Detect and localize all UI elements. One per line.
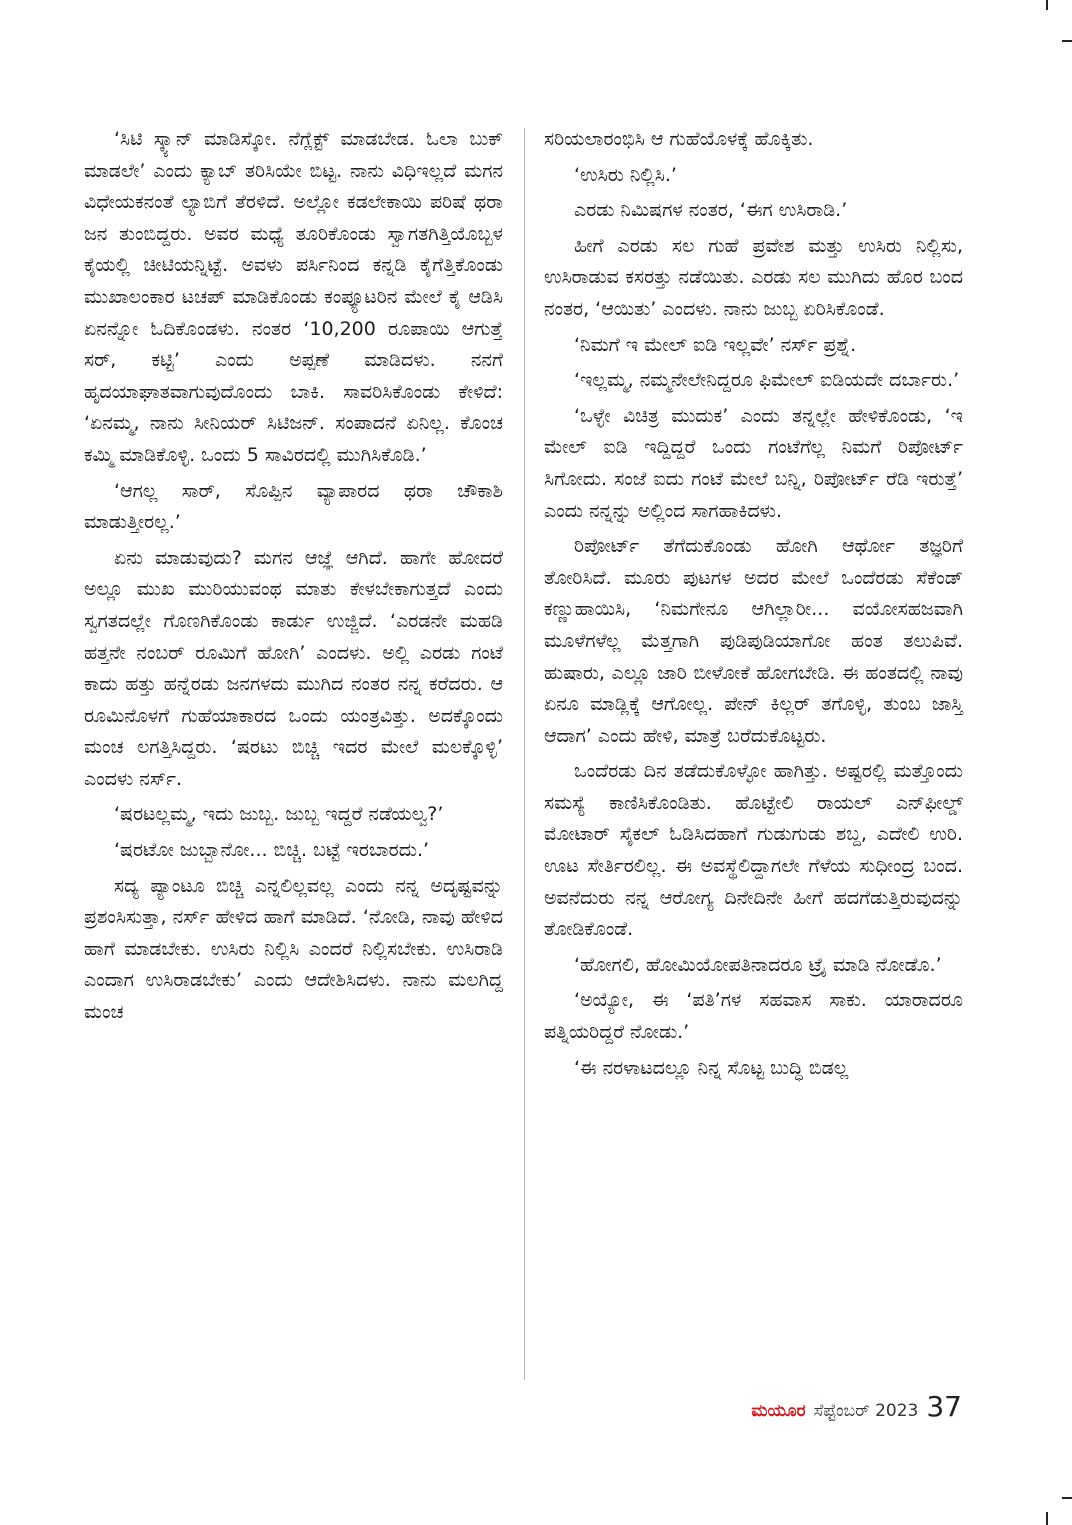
article-column-right [544,124,963,1088]
paragraph: ‘ಉಸಿರು ನಿಲ್ಲಿಸಿ.’ [574,163,677,186]
paragraph: ‘ಹೋಗಲಿ, ಹೋಮಿಯೋಪತಿನಾದರೂ ಟ್ರೈ ಮಾಡಿ ನೋಡೊ.’ [574,953,942,976]
article-column-left [84,124,503,1033]
paragraph: ‘ನಿಮಗೆ ಇ ಮೇಲ್ ಐಡಿ ಇಲ್ಲವೇ’ ನರ್ಸ್ ಪ್ರಶ್ನೆ. [574,333,857,356]
page-number: 37 [926,1390,962,1423]
paragraph: ಹೀಗೆ ಎರಡು ಸಲ ಗುಹೆ ಪ್ರವೇಶ ಮತ್ತು ಉಸಿರು ನಿಲ್ಲಿಸು, ಉಸಿರಾಡುವ ಕಸರತ್ತು ನಡೆಯಿತು. ಎರಡು ಸಲ ಮುಗಿದು ಹೊರ ಬಂದ ನಂತರ, ‘ಆಯಿತು’ ಎಂದಳು. ನಾನು ಜುಬ್ಬ ಏರಿಸಿಕೊಂಡೆ. [544,234,963,320]
magazine-brand: ಮಯೂರ [751,1401,806,1421]
column-divider [524,128,525,1380]
paragraph: ಸರಿಯಲಾರಂಭಿಸಿ ಆ ಗುಹೆಯೊಳಕ್ಕೆ ಹೊಕ್ಕಿತು. [544,128,814,150]
crop-mark-right-lower [1062,1497,1072,1499]
paragraph: ರಿಪೋರ್ಟ್ ತೆಗೆದುಕೊಂಡು ಹೋಗಿ ಆರ್ಥೋ ತಜ್ಞರಿಗೆ ತೋರಿಸಿದೆ. ಮೂರು ಪುಟಗಳ ಅದರ ಮೇಲೆ ಒಂದೆರಡು ಸೆಕೆಂಡ್ ಕಣ್ಣುಹಾಯಿಸಿ, ‘ನಿಮಗೇನೂ ಆಗಿಲ್ಲಾರೀ... ವಯೋಸಹಜವಾಗಿ ಮೂಳೆಗಳೆಲ್ಲ ಮೆತ್ತಗಾಗಿ ಪುಡಿಪುಡಿಯಾಗೋ ಹಂತ ತಲುಪಿವೆ. ಹುಷಾರು, ಎಲ್ಲೂ ಜಾರಿ ಬೀಳೋಕೆ ಹೋಗಬೇಡಿ. ಈ ಹಂತದಲ್ಲಿ ನಾವು ಏನೂ ಮಾಡ್ಲಿಕ್ಕೆ ಆಗೋಲ್ಲ. ಪೇನ್ ಕಿಲ್ಲರ್ ತಗೊಳ್ಳಿ, ತುಂಬ ಜಾಸ್ತಿ ಆದಾಗ’ ಎಂದು ಹೇಳಿ, ಮಾತ್ರೆ ಬರೆದುಕೊಟ್ಟರು. [544,535,963,747]
paragraph: ಸದ್ಯ ಪ್ಯಾಂಟೂ ಬಿಚ್ಚಿ ಎನ್ನಲಿಲ್ಲವಲ್ಲ ಎಂದು ನನ್ನ ಅದೃಷ್ಟವನ್ನು ಪ್ರಶಂಸಿಸುತ್ತಾ, ನರ್ಸ್ ಹೇಳಿದ ಹಾಗೆ ಮಾಡಿದೆ. ‘ನೋಡಿ, ನಾವು ಹೇಳಿದ ಹಾಗೆ ಮಾಡಬೇಕು. ಉಸಿರು ನಿಲ್ಲಿಸಿ ಎಂದರೆ ನಿಲ್ಲಿಸಬೇಕು. ಉಸಿರಾಡಿ ಎಂದಾಗ ಉಸಿರಾಡಬೇಕು’ ಎಂದು ಆದೇಶಿಸಿದಳು. ನಾನು ಮಲಗಿದ್ದ ಮಂಚ [84,874,503,1024]
paragraph: ‘ಇಲ್ಲಮ್ಮ, ನಮ್ಮನೇಲೇನಿದ್ದರೂ ಫಿಮೇಲ್ ಐಡಿಯದೇ ದರ್ಬಾರು.’ [574,369,960,392]
paragraph: ‘ಈ ನರಳಾಟದಲ್ಲೂ ನಿನ್ನ ಸೊಟ್ಟ ಬುದ್ಧಿ ಬಿಡಲ್ಲ [574,1056,849,1079]
issue-date: ಸೆಪ್ಟೆಂಬರ್ 2023 [813,1401,919,1421]
paragraph: ‘ಷರಟೋ ಜುಬ್ಬಾನೋ... ಬಿಚ್ಚಿ. ಬಟ್ಟೆ ಇರಬಾರದು.’ [114,839,430,862]
paragraph: ಒಂದೆರಡು ದಿನ ತಡೆದುಕೊಳ್ಳೋ ಹಾಗಿತ್ತು. ಅಷ್ಟರಲ್ಲಿ ಮತ್ತೊಂದು ಸಮಸ್ಯೆ ಕಾಣಿಸಿಕೊಂಡಿತು. ಹೊಟ್ಟೇಲಿ ರಾಯಲ್ ಎನ್‌ಫೀಲ್ಡ್ ಮೋಟಾರ್ ಸೈಕಲ್ ಓಡಿಸಿದಹಾಗೆ ಗುಡುಗುಡು ಶಬ್ದ, ಎದೇಲಿ ಉರಿ. ಊಟ ಸೇರ್ತಿರಲಿಲ್ಲ. ಈ ಅವಸ್ಥೆಲಿದ್ದಾಗಲೇ ಗೆಳೆಯ ಸುಧೀಂದ್ರ ಬಂದ. ಅವನೆದುರು ನನ್ನ ಆರೋಗ್ಯ ದಿನೇದಿನೇ ಹೀಗೆ ಹದಗೆಡುತ್ತಿರುವುದನ್ನು ತೋಡಿಕೊಂಡೆ. [544,760,963,941]
page-footer [751,1390,962,1423]
paragraph: ‘ಒಳ್ಳೇ ವಿಚಿತ್ರ ಮುದುಕ’ ಎಂದು ತನ್ನಲ್ಲೇ ಹೇಳಿಕೊಂಡು, ‘ಇ ಮೇಲ್ ಐಡಿ ಇದ್ದಿದ್ದರೆ ಒಂದು ಗಂಟೆಗೆಲ್ಲ ನಿಮಗೆ ರಿಪೋರ್ಟ್ ಸಿಗೋದು. ಸಂಜೆ ಐದು ಗಂಟೆ ಮೇಲೆ ಬನ್ನಿ, ರಿಪೋರ್ಟ್ ರೆಡಿ ಇರುತ್ತೆ’ ಎಂದು ನನ್ನನ್ನು ಅಲ್ಲಿಂದ ಸಾಗಹಾಕಿದಳು. [544,404,963,522]
paragraph: ‘ಆಗಲ್ಲ ಸಾರ್, ಸೊಪ್ಪಿನ ವ್ಯಾಪಾರದ ಥರಾ ಚೌಕಾಶಿ ಮಾಡುತ್ತೀರಲ್ಲ.’ [84,479,503,534]
crop-mark-top-right [1046,0,1048,10]
paragraph: ಎರಡು ನಿಮಿಷಗಳ ನಂತರ, ‘ಈಗ ಉಸಿರಾಡಿ.’ [574,199,848,222]
paragraph: ‘ಅಯ್ಯೋ, ಈ ‘ಪತಿ’ಗಳ ಸಹವಾಸ ಸಾಕು. ಯಾರಾದರೂ ಪತ್ನಿಯರಿದ್ದರೆ ನೋಡು.’ [544,989,963,1044]
paragraph: ಏನು ಮಾಡುವುದು? ಮಗನ ಆಜ್ಞೆ ಆಗಿದೆ. ಹಾಗೇ ಹೋದರೆ ಅಲ್ಲೂ ಮುಖ ಮುರಿಯುವಂಥ ಮಾತು ಕೇಳಬೇಕಾಗುತ್ತದೆ ಎಂದು ಸ್ವಗತದಲ್ಲೇ ಗೊಣಗಿಕೊಂಡು ಕಾರ್ಡು ಉಜ್ಜಿದೆ. ‘ಎರಡನೇ ಮಹಡಿ ಹತ್ತನೇ ನಂಬರ್ ರೂಮಿಗೆ ಹೋಗಿ’ ಎಂದಳು. ಅಲ್ಲಿ ಎರಡು ಗಂಟೆ ಕಾದು ಹತ್ತು ಹನ್ನೆರಡು ಜನಗಳದು ಮುಗಿದ ನಂತರ ನನ್ನ ಕರೆದರು. ಆ ರೂಮಿನೊಳಗೆ ಗುಹೆಯಾಕಾರದ ಒಂದು ಯಂತ್ರವಿತ್ತು. ಅದಕ್ಕೊಂದು ಮಂಚ ಲಗತ್ತಿಸಿದ್ದರು. ‘ಷರಟು ಬಿಚ್ಚಿ ಇದರ ಮೇಲೆ ಮಲಕ್ಕೊಳ್ಳಿ’ ಎಂದಳು ನರ್ಸ್. [84,546,503,790]
crop-mark-right-upper [1062,40,1072,42]
paragraph: ‘ಷರಟಲ್ಲಮ್ಮ, ಇದು ಜುಬ್ಬ. ಜುಬ್ಬ ಇದ್ದರೆ ನಡೆಯಲ್ವ?’ [114,803,444,826]
crop-mark-bottom-right [1046,1512,1048,1525]
paragraph: ‘ಸಿಟಿ ಸ್ಕ್ಯಾನ್ ಮಾಡಿಸ್ಕೋ. ನೆಗ್ಲೆಕ್ಟ್ ಮಾಡಬೇಡ. ಓಲಾ ಬುಕ್ ಮಾಡಲೇ’ ಎಂದು ಕ್ಯಾಬ್ ತರಿಸಿಯೇ ಬಿಟ್ಟ. ನಾನು ವಿಧಿಇಲ್ಲದೆ ಮಗನ ವಿಧೇಯಕನಂತೆ ಲ್ಯಾಬಿಗೆ ತೆರಳಿದೆ. ಅಲ್ಲೋ ಕಡಲೇಕಾಯಿ ಪರಿಷೆ ಥರಾ ಜನ ತುಂಬಿದ್ದರು. ಅವರ ಮಧ್ಯೆ ತೂರಿಕೊಂಡು ಸ್ವಾಗತಗಿತ್ತಿಯೊಬ್ಬಳ ಕೈಯಲ್ಲಿ ಚೀಟಿಯನ್ನಿಟ್ಟೆ. ಅವಳು ಪರ್ಸಿನಿಂದ ಕನ್ನಡಿ ಕೈಗೆತ್ತಿಕೊಂಡು ಮುಖಾಲಂಕಾರ ಟಚಪ್ ಮಾಡಿಕೊಂಡು ಕಂಪ್ಯೂಟರಿನ ಮೇಲೆ ಕೈ ಆಡಿಸಿ ಏನನ್ನೋ ಓದಿಕೊಂಡಳು. ನಂತರ ‘10,200 ರೂಪಾಯಿ ಆಗುತ್ತೆ ಸರ್, ಕಟ್ಟಿ’ ಎಂದು ಅಪ್ಪಣೆ ಮಾಡಿದಳು. ನನಗೆ ಹೃದಯಾಘಾತವಾಗುವುದೊಂದು ಬಾಕಿ. ಸಾವರಿಸಿಕೊಂಡು ಕೇಳಿದೆ: ‘ಏನಮ್ಮ, ನಾನು ಸೀನಿಯರ್ ಸಿಟಿಜನ್. ಸಂಪಾದನೆ ಏನಿಲ್ಲ. ಕೊಂಚ ಕಮ್ಮಿ ಮಾಡಿಕೊಳ್ಳಿ. ಒಂದು 5 ಸಾವಿರದಲ್ಲಿ ಮುಗಿಸಿಕೊಡಿ.’ [84,128,503,466]
